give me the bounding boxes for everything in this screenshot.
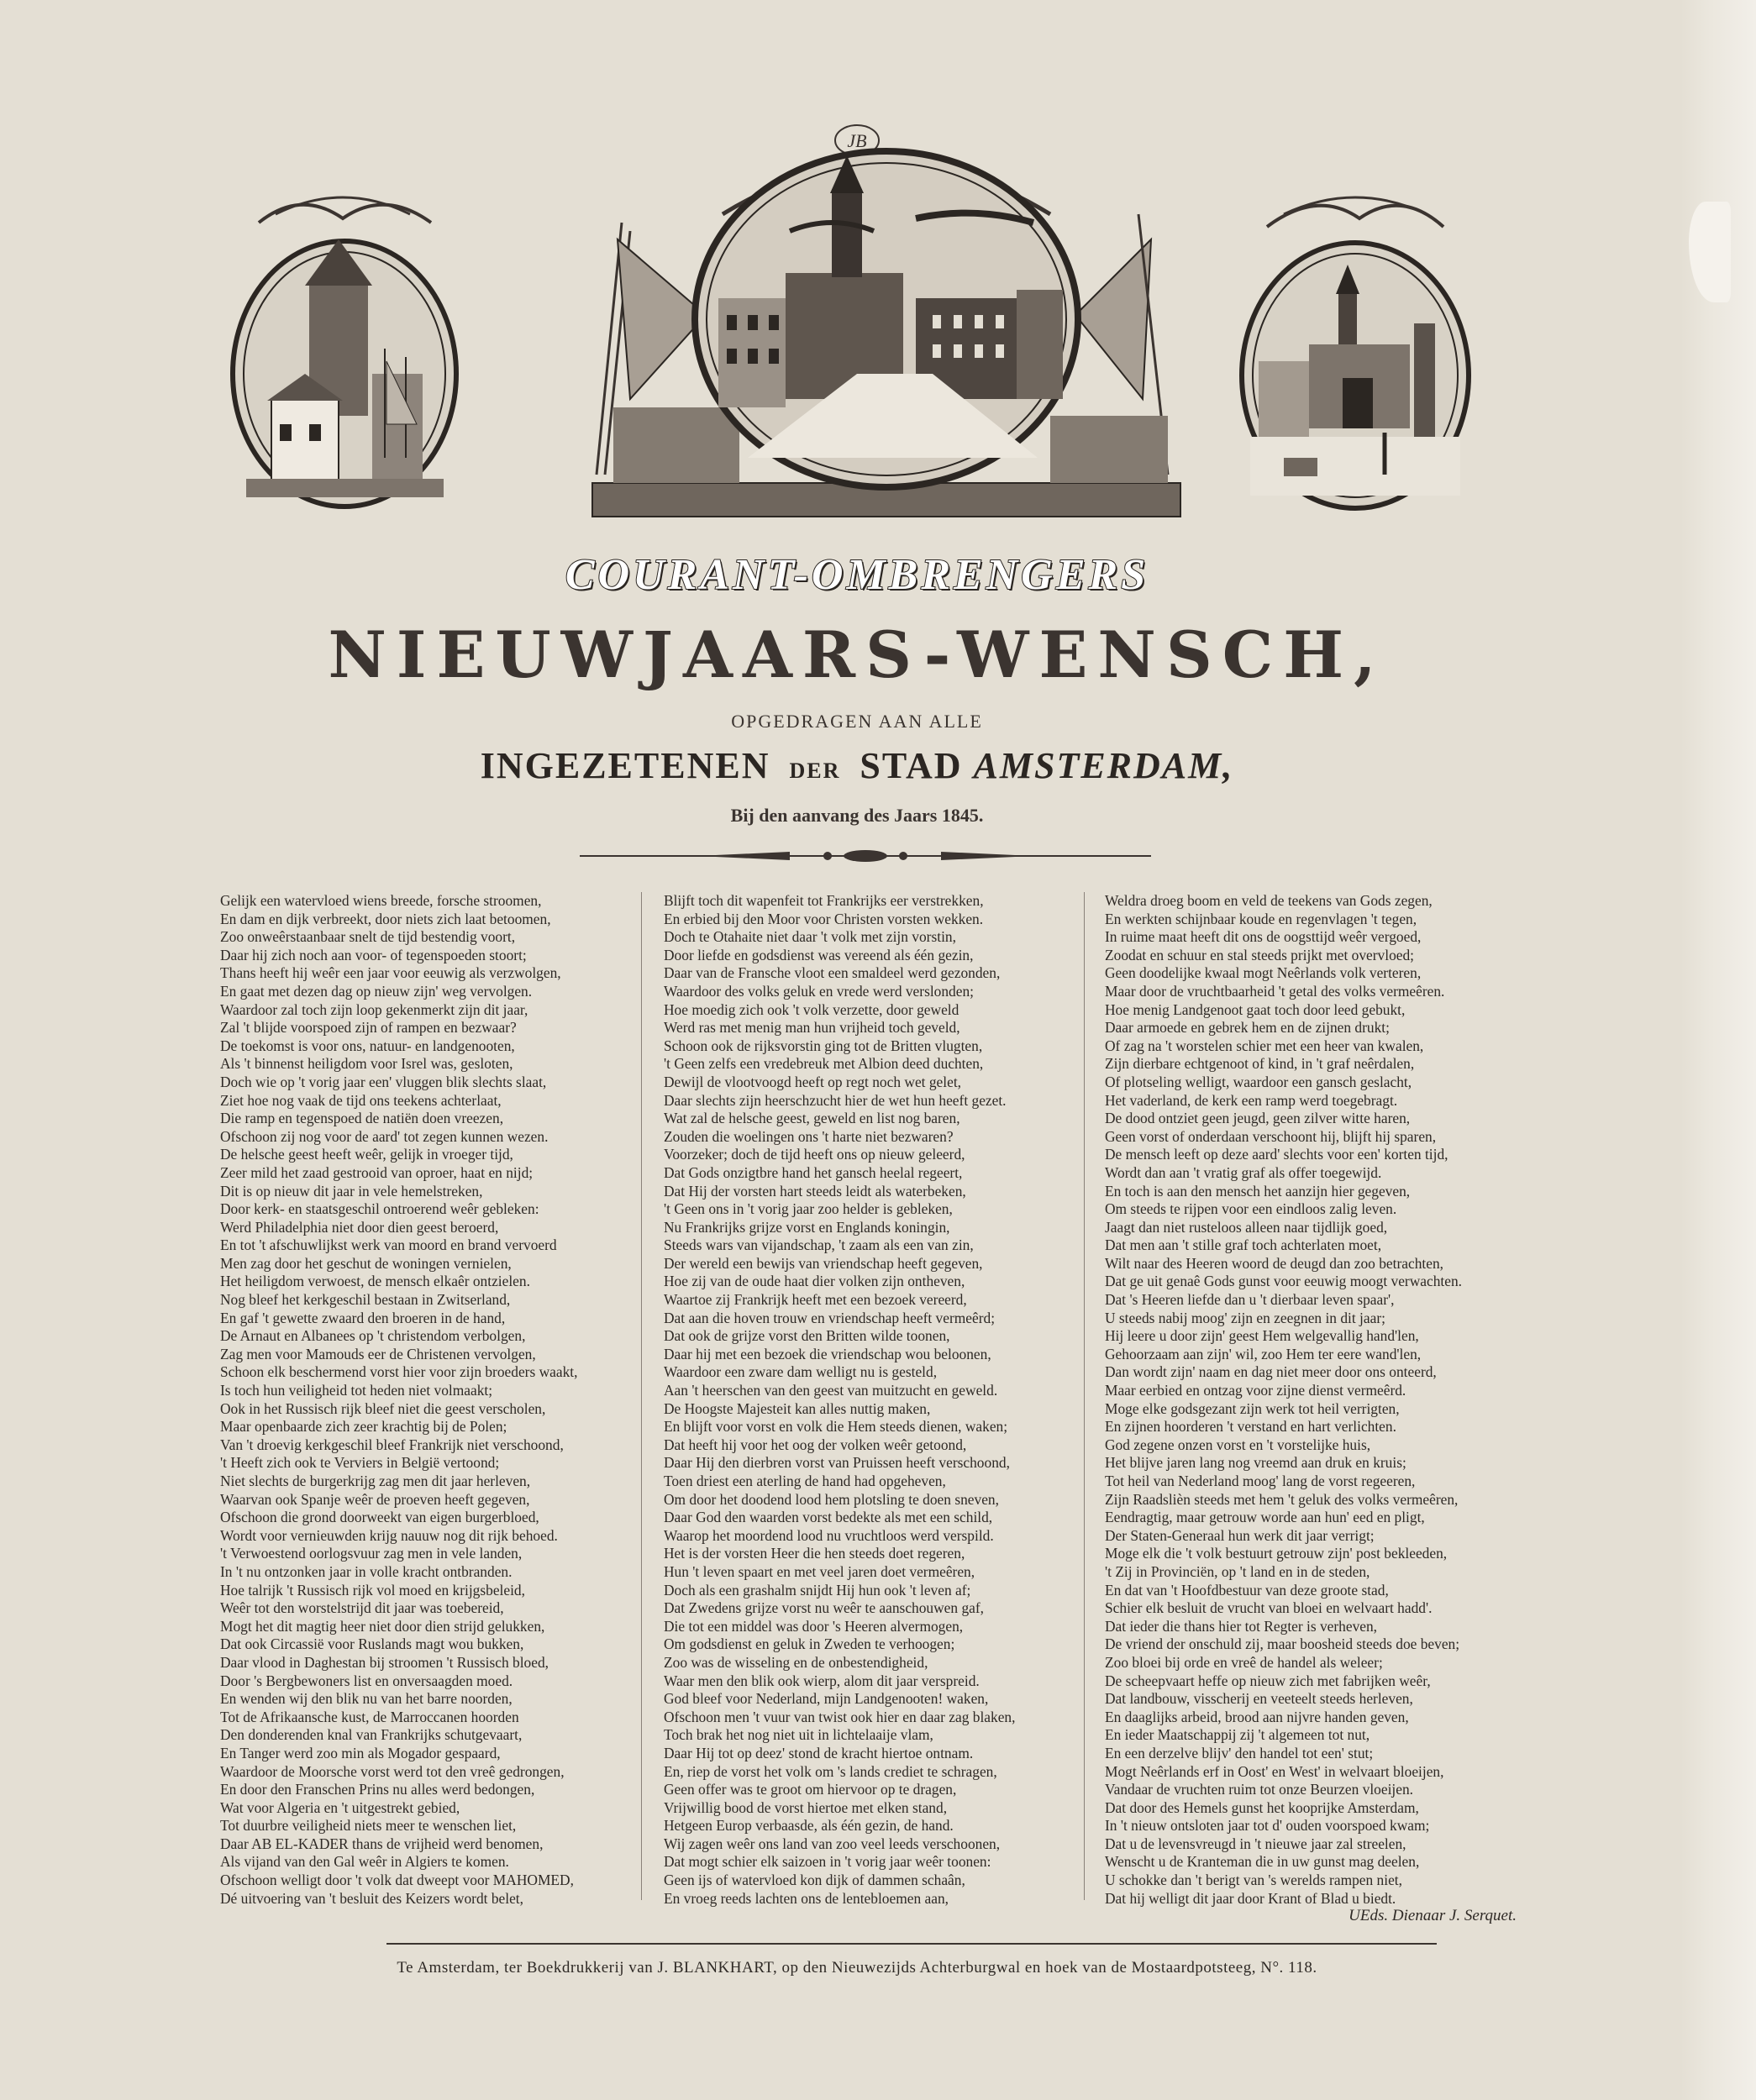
poem-line: Dewijl de vlootvoogd heeft op regt noch wet gelet, (664, 1073, 961, 1090)
poem-line: Dat u de levensvreugd in 't nieuwe jaar zal streelen, (1105, 1835, 1406, 1852)
poem-line: Zeer mild het zaad gestrooid van oproer, haat en nijd; (220, 1163, 534, 1181)
poem-line: Schoon ook de rijksvorstin ging tot de Britten vlugten, (664, 1037, 983, 1054)
poem-line: Dan wordt zijn' naam en dag niet meer door ons onteerd, (1105, 1363, 1437, 1381)
poem-line: Dat Gods onzigtbre hand het gansch heelal regeert, (664, 1163, 963, 1181)
poem-line: Men zag door het geschut de woningen vernielen, (220, 1254, 512, 1272)
subtitle-word-stad: STAD (860, 745, 963, 786)
poem-line: Waarvan ook Spanje weêr de proeven heeft gegeven, (220, 1490, 530, 1508)
subtitle-ingezetenen (0, 744, 1714, 787)
poem-line: Vrijwillig bood de vorst hiertoe met elken stand, (664, 1798, 948, 1816)
poem-line: Doch als een grashalm snijdt Hij hun ook 't leven af; (664, 1581, 971, 1599)
poem-line: Die ramp en tegenspoed de natiën doen vreezen, (220, 1110, 504, 1127)
poem-line: Waardoor zal toch zijn loop gekenmerkt zijn dit jaar, (220, 1000, 528, 1018)
poem-line: Hoe moedig zich ook 't volk verzette, door geweld (664, 1000, 959, 1018)
poem-line: Zouden die woelingen ons 't harte niet bezwaren? (664, 1127, 954, 1145)
poem-line: 't Geen zelfs een vredebreuk met Albion deed duchten, (664, 1055, 984, 1073)
poem-line: De dood ontziet geen jeugd, geen zilver witte haren, (1105, 1110, 1411, 1127)
poem-line: Het blijve jaren lang nog vreemd aan druk en kruis; (1105, 1454, 1406, 1472)
poem-line: Door liefde en godsdienst was vereend als één gezin, (664, 946, 974, 963)
poem-line: Dat door des Hemels gunst het kooprijke Amsterdam, (1105, 1798, 1419, 1816)
poem-line: Door 's Bergbewoners list en onversaagden moed. (220, 1672, 513, 1689)
poem-line: Zoo onweêrstaanbaar snelt de tijd bestendig voort, (220, 928, 516, 946)
poem-line: De Arnaut en Albanees op 't christendom verbolgen, (220, 1327, 526, 1345)
poem-line: En een derzelve blijv' den handel tot een' stut; (1105, 1744, 1374, 1761)
poem-line: Moge elke godsgezant zijn werk tot heil verrigten, (1105, 1399, 1400, 1417)
poem-column-3 (1105, 892, 1525, 1908)
poem-line: En wenden wij den blik nu van het barre noorden, (220, 1690, 513, 1708)
poem-line: Aan 't heerschen van den geest van muitzucht en geweld. (664, 1382, 998, 1399)
poem-line: Niet slechts de burgerkrijg zag men dit jaar herleven, (220, 1473, 531, 1489)
poem-column-2 (664, 892, 1067, 1908)
poem-line: De Hoogste Majesteit kan alles nuttig maken, (664, 1399, 931, 1417)
poem-line: De mensch leeft op deze aard' slechts voor een' korten tijd, (1105, 1146, 1448, 1163)
signature: UEds. Dienaar J. Serquet. (1349, 1907, 1517, 1924)
poem-line: Dat hij welligt dit jaar door Krant of Blad u biedt. (1105, 1889, 1396, 1907)
poem-line: Wilt naar des Heeren woord de deugd dan zoo betrachten, (1105, 1254, 1443, 1272)
poem-line: Gelijk een watervloed wiens breede, forsche stroomen, (220, 892, 542, 909)
poem-line: Toch brak het nog niet uit in lichtelaaije vlam, (664, 1726, 933, 1744)
poem-line: In 't nieuw ontsloten jaar tot d' ouden voorspoed kwam; (1105, 1817, 1430, 1835)
poem-line: Ofschoon die grond doorweekt van eigen burgerbloed, (220, 1509, 539, 1526)
poem-line: Ofschoon zij nog voor de aard' tot zegen kunnen wezen. (220, 1127, 549, 1145)
poem-line: Zal 't blijde voorspoed zijn of rampen en bezwaar? (220, 1019, 517, 1037)
poem-line: Daar God den waarden vorst bedekte als met een schild, (664, 1509, 993, 1526)
poem-line: Toen driest een aterling de hand had opgeheven, (664, 1473, 946, 1489)
poem-line: Zijn dierbare echtgenoot of kind, in 't graf neêrdalen, (1105, 1055, 1415, 1073)
poem-line: Mogt Neêrlands erf in Oost' en West' in welvaart bloeijen, (1105, 1762, 1444, 1780)
poem-line: Is toch hun veiligheid tot heden niet volmaakt; (220, 1382, 493, 1399)
poem-line: Daar vlood in Daghestan bij stroomen 't Russisch bloed, (220, 1653, 549, 1671)
poem-line: Hun 't leven spaart en met veel jaren doet vermeêren, (664, 1562, 975, 1580)
poem-line: Dat landbouw, visscherij en veeteelt steeds herleven, (1105, 1690, 1413, 1708)
poem-line: En tot 't afschuwlijkst werk van moord en brand vervoerd (220, 1236, 557, 1254)
poem-line: En Tanger werd zoo min als Mogador gespaard, (220, 1744, 501, 1761)
poem-line: En daaglijks arbeid, brood aan nijvre handen geven, (1105, 1708, 1409, 1725)
ornamental-rule (580, 844, 1151, 868)
poem-line: Werd Philadelphia niet door dien geest beroerd, (220, 1218, 499, 1236)
poem-line: Hoe talrijk 't Russisch rijk vol moed en krijgsbeleid, (220, 1581, 525, 1599)
poem-line: Nu Frankrijks grijze vorst en Englands koningin, (664, 1218, 950, 1236)
poem-line: Blijft toch dit wapenfeit tot Frankrijks eer verstrekken, (664, 892, 984, 909)
poem-line: Die tot een middel was door 's Heeren alvermogen, (664, 1617, 964, 1635)
poem-line: En door den Franschen Prins nu alles werd bedongen, (220, 1781, 535, 1798)
poem-line: Der Staten-Generaal hun werk dit jaar verrigt; (1105, 1526, 1375, 1544)
poem-line: Gehoorzaam aan zijn' wil, zoo Hem ter eere wand'len, (1105, 1345, 1422, 1362)
column-divider-1 (641, 892, 642, 1900)
poem-line: Dat aan die hoven trouw en vriendschap heeft vermeêrd; (664, 1309, 996, 1326)
poem-line: Dat mogt schier elk saizoen in 't vorig jaar weêr toonen: (664, 1853, 991, 1871)
poem-line: Tot heil van Nederland moog' lang de vorst regeeren, (1105, 1473, 1416, 1489)
poem-line: Maar door de vruchtbaarheid 't getal des volks vermeêren. (1105, 982, 1445, 1000)
poem-line: Dé uitvoering van 't besluit des Keizers wordt belet, (220, 1889, 523, 1907)
poem-line: Waarop het moordend lood nu vruchtloos werd verspild. (664, 1526, 994, 1544)
poem-line: Vandaar de vruchten ruim tot onze Beurzen vloeijen. (1105, 1781, 1413, 1798)
poem-line: En erbied bij den Moor voor Christen vorsten wekken. (664, 910, 984, 927)
poem-line: Dat heeft hij voor het oog der volken weêr getoond, (664, 1436, 967, 1453)
poem-line: Om door het doodend lood hem plotsling te doen sneven, (664, 1490, 999, 1508)
poem-line: God bleef voor Nederland, mijn Landgenooten! waken, (664, 1690, 989, 1708)
poem-line: En gaat met dezen dag op nieuw zijn' weg vervolgen. (220, 982, 533, 1000)
poem-line: Daar slechts zijn heerschzucht hier de wet hun heeft gezet. (664, 1091, 1007, 1109)
poem-line: En dam en dijk verbreekt, door niets zich laat betoomen, (220, 910, 551, 927)
poem-line: De toekomst is voor ons, natuur- en landgenooten, (220, 1037, 515, 1054)
poem-line: Zoodat en schuur en stal steeds prijkt met overvloed; (1105, 946, 1415, 963)
right-vignette-gate (1233, 181, 1477, 517)
poem-line: Hetgeen Europ verbaasde, als één gezin, de hand. (664, 1817, 954, 1835)
footer-rule (386, 1943, 1437, 1945)
poem-line: En gaf 't gewette zwaard den broeren in de hand, (220, 1309, 506, 1326)
poem-line: Dat Hij der vorsten hart steeds leidt als waterbeken, (664, 1182, 966, 1200)
poem-line: Daar Hij tot op deez' stond de kracht hiertoe ontnam. (664, 1744, 974, 1761)
poem-line: Waardoor de Moorsche vorst werd tot den vreê gedrongen, (220, 1762, 565, 1780)
poem-line: Ziet hoe nog vaak de tijd ons teekens achterlaat, (220, 1091, 502, 1109)
poem-line: Voorzeker; doch de tijd heeft ons op nieuw geleerd, (664, 1146, 965, 1163)
poem-line: Als vijand van den Gal weêr in Algiers te komen. (220, 1853, 509, 1871)
poem-column-1 (220, 892, 615, 1908)
poem-line: En ieder Maatschappij zij 't algemeen tot nut, (1105, 1726, 1370, 1744)
poem-line: Of plotseling welligt, waardoor een gansch geslacht, (1105, 1073, 1412, 1090)
poem-line: Nog bleef het kerkgeschil bestaan in Zwitserland, (220, 1291, 511, 1309)
poem-line: Tot duurbre veiligheid niets meer te wenschen liet, (220, 1817, 517, 1835)
poem-line: Wordt voor vernieuwden krijg nauuw nog dit rijk behoed. (220, 1526, 558, 1544)
poem-line: Van 't droevig kerkgeschil bleef Frankrijk niet verschoond, (220, 1436, 564, 1453)
poem-line: In ruime maat heeft dit ons de oogsttijd weêr vergoed, (1105, 928, 1422, 946)
poem-line: Waar men den blik ook wierp, alom dit jaar verspreid. (664, 1672, 980, 1689)
poem-line: Dat men aan 't stille graf toch achterlaten moet, (1105, 1236, 1382, 1254)
poem-line: Moge elk die 't volk bestuurt getrouw zijn' post bekleeden, (1105, 1545, 1448, 1562)
title-courant-ombrengers: COURANT-OMBRENGERS (565, 551, 1149, 599)
poem-line: Werd ras met menig man hun vrijheid toch geveld, (664, 1019, 960, 1037)
poem-line: Wat voor Algeria en 't uitgestrekt gebied, (220, 1798, 460, 1816)
poem-line: Daar van de Fransche vloot een smaldeel werd gezonden, (664, 964, 1001, 982)
poem-line: Hij leere u door zijn' geest Hem welgevallig hand'len, (1105, 1327, 1419, 1345)
poem-line: Het vaderland, de kerk een ramp werd toegebragt. (1105, 1091, 1398, 1109)
poem-line: Eendragtig, maar getrouw worde aan hun' eed en pligt, (1105, 1509, 1425, 1526)
poem-line: Mogt het dit magtig heer niet door dien strijd gelukken, (220, 1617, 545, 1635)
poem-line: Als 't binnenst heiligdom voor Isrel was, gesloten, (220, 1055, 513, 1073)
title-nieuwjaars-wensch: NIEUWJAARS-WENSCH, (328, 617, 1386, 692)
poem-line: Den donderenden knal van Frankrijks schutgevaart, (220, 1726, 523, 1744)
poem-line: Wenscht u de Kranteman die in uw gunst mag deelen, (1105, 1853, 1420, 1871)
poem-line: 't Verwoestend oorlogsvuur zag men in vele landen, (220, 1545, 523, 1562)
poem-line: Dat Zwedens grijze vorst nu weêr te aanschouwen gaf, (664, 1599, 984, 1617)
poem-line: Ook in het Russisch rijk bleef niet die geest verscholen, (220, 1399, 546, 1417)
poem-line: Wat zal de helsche geest, geweld en list nog baren, (664, 1110, 960, 1127)
poem-line: Waardoor des volks geluk en vrede werd verslonden; (664, 982, 974, 1000)
poem-line: Schier elk besluit de vrucht van bloei en welvaart hadd'. (1105, 1599, 1433, 1617)
poem-line: Dat ieder die thans hier tot Regter is verheven, (1105, 1617, 1378, 1635)
printer-imprint: Te Amsterdam, ter Boekdrukkerij van J. BLANKHART, op den Nieuwezijds Achterburgwal en hoek van de Mostaardpotsteeg, N°. 118. (397, 1959, 1317, 1977)
column-divider-2 (1084, 892, 1085, 1900)
poem-line: Zoo bloei bij orde en vreê de handel als weleer; (1105, 1653, 1383, 1671)
poem-line: Geen ijs of watervloed kon dijk of dammen schaân, (664, 1872, 965, 1889)
poem-line: Doch te Otahaite niet daar 't volk met zijn vorstin, (664, 928, 956, 946)
poem-line: Geen vorst of onderdaan verschoont hij, blijft hij sparen, (1105, 1127, 1437, 1145)
poem-line: 't Zij in Provinciën, op 't land en in de steden, (1105, 1562, 1370, 1580)
poem-line: Ofschoon men 't vuur van twist ook hier en daar zag blaken, (664, 1708, 1016, 1725)
poem-line: Doch wie op 't vorig jaar een' vluggen blik slechts slaat, (220, 1073, 547, 1090)
poem-line: Tot de Afrikaansche kust, de Marroccanen hoorden (220, 1708, 519, 1725)
poem-line: Dat ge uit genaê Gods gunst voor eeuwig moogt verwachten. (1105, 1273, 1462, 1290)
poem-line: Dit is op nieuw dit jaar in vele hemelstreken, (220, 1182, 483, 1200)
poem-line: In 't nu ontzonken jaar in volle kracht ontbranden. (220, 1562, 513, 1580)
poem-line: En, riep de vorst het volk om 's lands crediet te schragen, (664, 1762, 997, 1780)
poem-line: Waardoor een zware dam welligt nu is gesteld, (664, 1363, 938, 1381)
poem-line: En zijnen hoorderen 't verstand en hart verlichten. (1105, 1418, 1396, 1436)
poem-line: Geen offer was te groot om hiervoor op te dragen, (664, 1781, 957, 1798)
poem-line: De vriend der onschuld zij, maar boosheid steeds doe beven; (1105, 1635, 1460, 1653)
poem-line: Maar openbaarde zich zeer krachtig bij de Polen; (220, 1418, 507, 1436)
left-vignette-tower (225, 181, 465, 517)
poem-line: Daar Hij den dierbren vorst van Pruissen heeft verschoond, (664, 1454, 1010, 1472)
poem-line: En vroeg reeds lachten ons de lentebloemen aan, (664, 1889, 949, 1907)
center-vignette-townhall (580, 122, 1193, 521)
poem-line: Door kerk- en staatsgeschil ontroerend weêr gebleken: (220, 1200, 539, 1218)
poem-line: Thans heeft hij weêr een jaar voor eeuwig als verzwolgen, (220, 964, 561, 982)
poem-line: Geen doodelijke kwaal mogt Neêrlands volk verteren, (1105, 964, 1422, 982)
poem-line: De helsche geest heeft weêr, gelijk in vroeger tijd, (220, 1146, 513, 1163)
poem-line: Daar AB EL-KADER thans de vrijheid werd benomen, (220, 1835, 544, 1852)
poem-line: Daar armoede en gebrek hem en de zijnen drukt; (1105, 1019, 1390, 1037)
poem-line: Jaagt dan niet rusteloos alleen naar tijdlijk goed, (1105, 1218, 1388, 1236)
subtitle-word-ingezetenen: INGEZETENEN (480, 745, 770, 786)
poem-line: En blijft voor vorst en volk die Hem steeds dienen, waken; (664, 1418, 1008, 1436)
poem-line: En dat van 't Hoofdbestuur van deze groote stad, (1105, 1581, 1389, 1599)
poem-line: Wordt dan aan 't vratig graf als offer toegewijd. (1105, 1163, 1382, 1181)
poem-line: Weêr tot den worstelstrijd dit jaar was toebereid, (220, 1599, 504, 1617)
poem-line: Het is der vorsten Heer die hen steeds doet regeren, (664, 1545, 965, 1562)
subtitle-word-der: DER (789, 759, 841, 783)
poem-line: Ofschoon welligt door 't volk dat dweept voor MAHOMED, (220, 1872, 574, 1889)
poem-line: 't Geen ons in 't vorig jaar zoo helder is gebleken, (664, 1200, 953, 1218)
dateline-1845: Bij den aanvang des Jaars 1845. (730, 805, 984, 826)
poem-line: Hoe menig Landgenoot gaat toch door leed gebukt, (1105, 1000, 1406, 1018)
poem-line: En werkten schijnbaar koude en regenvlagen 't tegen, (1105, 910, 1417, 927)
poem-line: Of zag na 't worstelen schier met een heer van kwalen, (1105, 1037, 1424, 1054)
paper-edge (1680, 0, 1756, 2100)
poem-line: Hoe zij van de oude haat dier volken zijn ontheven, (664, 1273, 965, 1290)
poem-line: Dat ook Circassië voor Ruslands magt wou bukken, (220, 1635, 524, 1653)
poem-line: Der wereld een bewijs van vriendschap heeft gegeven, (664, 1254, 983, 1272)
poem-line: Zag men voor Mamouds eer de Christenen vervolgen, (220, 1345, 536, 1362)
poem-line: Daar hij zich noch aan voor- of tegenspoeden stoort; (220, 946, 527, 963)
poem-line: Maar eerbied en ontzag voor zijne dienst vermeêrd. (1105, 1382, 1406, 1399)
poem-line: Daar hij met een bezoek die vriendschap wou beloonen, (664, 1345, 991, 1362)
monogram-text: JB (847, 130, 867, 151)
poem-line: God zegene onzen vorst en 't vorstelijke huis, (1105, 1436, 1371, 1453)
subtitle-word-amsterdam: AMSTERDAM, (973, 745, 1234, 786)
poem-line: U steeds nabij moog' zijn en zeegnen in dit jaar; (1105, 1309, 1385, 1326)
poem-line: En toch is aan den mensch het aanzijn hier gegeven, (1105, 1182, 1411, 1200)
poem-line: Zijn Raadslièn steeds met hem 't geluk des volks vermeêren, (1105, 1490, 1459, 1508)
poem-line: Om steeds te rijpen voor een eindloos zalig leven. (1105, 1200, 1397, 1218)
subtitle-opgedragen: OPGEDRAGEN AAN ALLE (731, 711, 983, 732)
poem-line: Dat 's Heeren liefde dan u 't dierbaar leven spaar', (1105, 1291, 1395, 1309)
poem-line: Het heiligdom verwoest, de mensch elkaêr ontzielen. (220, 1273, 530, 1290)
poem-line: Schoon elk beschermend vorst hier voor zijn broeders waakt, (220, 1363, 578, 1381)
poem-line: De scheepvaart heffe op nieuw zich met fabrijken weêr, (1105, 1672, 1431, 1689)
poem-line: Steeds wars van vijandschap, 't zaam als een van zin, (664, 1236, 974, 1254)
poem-line: 't Heeft zich ook te Verviers in België vertoond; (220, 1454, 500, 1472)
poem-line: Waartoe zij Frankrijk heeft met een bezoek vereerd, (664, 1291, 967, 1309)
poem-line: Om godsdienst en geluk in Zweden te verhoogen; (664, 1635, 955, 1653)
poem-line: Weldra droeg boom en veld de teekens van Gods zegen, (1105, 892, 1433, 909)
poem-line: Zoo was de wisseling en de onbestendigheid, (664, 1653, 928, 1671)
poem-line: U schokke dan 't berigt van 's werelds rampen niet, (1105, 1872, 1402, 1889)
poem-line: Dat ook de grijze vorst den Britten wilde toonen, (664, 1327, 950, 1345)
poem-line: Wij zagen weêr ons land van zoo veel leeds verschoonen, (664, 1835, 1001, 1852)
